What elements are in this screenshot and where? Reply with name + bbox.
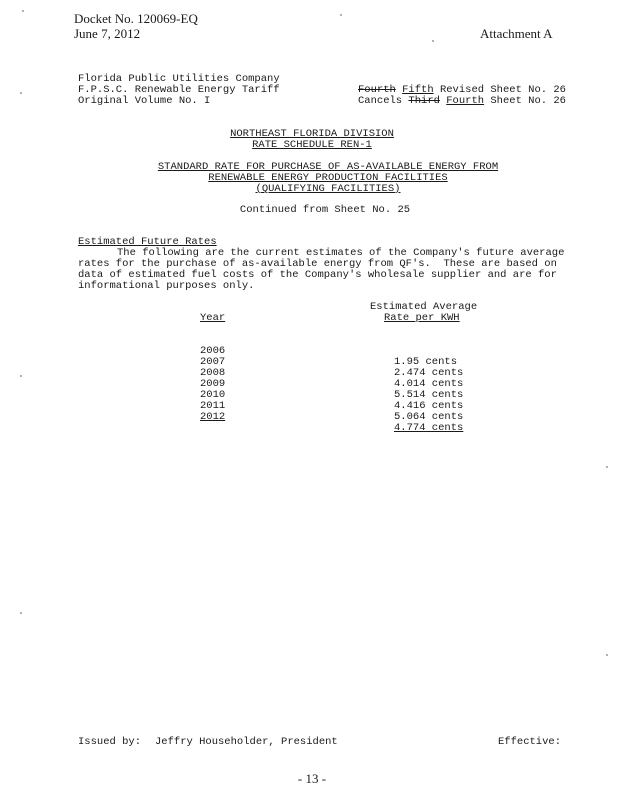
section-heading: Estimated Future Rates [78, 236, 217, 248]
rate-cell: 2.474 cents [394, 367, 464, 379]
year-cell: 2011 [200, 400, 226, 412]
standard-rate-title-line2: RENEWABLE ENERGY PRODUCTION FACILITIES [208, 172, 448, 184]
year-cell: 2007 [200, 356, 226, 368]
rate-column-header-line1: Estimated Average [370, 301, 478, 313]
standard-rate-title-line1: STANDARD RATE FOR PURCHASE OF AS-AVAILABLE ENERGY FROM [157, 161, 499, 173]
scan-speck [606, 654, 608, 656]
cancels-sheet-rest: Sheet No. 26 [490, 95, 566, 107]
cancels-label: Cancels [358, 95, 403, 107]
effective-label: Effective: [498, 736, 562, 748]
year-cell: 2012 [200, 411, 226, 423]
year-cell: 2008 [200, 367, 226, 379]
rate-schedule-title: RATE SCHEDULE REN-1 [252, 139, 372, 151]
paragraph-line-3: data of estimated fuel costs of the Company's wholesale supplier and are for [78, 269, 557, 281]
cancels-sheet-line [358, 96, 566, 107]
struck-cancels-word: Third [408, 95, 440, 107]
scan-speck [22, 10, 24, 12]
year-cell: 2006 [200, 345, 226, 357]
attachment-label: Attachment A [480, 26, 553, 41]
rate-cell: 4.416 cents [394, 400, 464, 412]
struck-sheet-word: Fourth [358, 84, 396, 96]
issued-by-name: Jeffry Householder, President [155, 736, 338, 748]
new-sheet-word: Fifth [402, 84, 434, 96]
company-name: Florida Public Utilities Company [78, 73, 280, 85]
scan-speck [20, 92, 22, 94]
rate-cell: 4.774 cents [394, 422, 464, 434]
docket-number: Docket No. 120069-EQ [74, 11, 198, 26]
division-title: NORTHEAST FLORIDA DIVISION [230, 128, 394, 140]
rate-cell: 4.014 cents [394, 378, 464, 390]
year-cell: 2010 [200, 389, 226, 401]
paragraph-line-2: rates for the purchase of as-available energy from QF's. These are based on [78, 258, 557, 270]
scan-speck [20, 612, 22, 614]
rate-cell: 5.064 cents [394, 411, 464, 423]
docket-date: June 7, 2012 [74, 26, 141, 41]
rate-cell: 5.514 cents [394, 389, 464, 401]
rate-cell: 1.95 cents [394, 356, 458, 368]
scan-speck [20, 375, 22, 377]
rate-column-header-line2: Rate per KWH [384, 312, 460, 324]
new-cancels-word: Fourth [446, 95, 485, 107]
scan-speck [606, 466, 608, 468]
year-cell: 2009 [200, 378, 226, 390]
tariff-name: F.P.S.C. Renewable Energy Tariff [78, 84, 280, 96]
year-column-header: Year [200, 312, 226, 324]
page-number: - 13 - [297, 771, 327, 786]
standard-rate-title-line3: (QUALIFYING FACILITIES) [255, 183, 401, 195]
continued-note: Continued from Sheet No. 25 [239, 204, 411, 216]
revised-sheet-rest: Revised Sheet No. 26 [439, 84, 566, 96]
scan-speck [432, 40, 434, 42]
paragraph-line-4: informational purposes only. [78, 280, 255, 292]
scan-speck [340, 14, 342, 16]
tariff-volume: Original Volume No. I [78, 95, 211, 107]
issued-by-label: Issued by: [78, 736, 142, 748]
paragraph-line-1: The following are the current estimates of the Company's future average [117, 247, 565, 259]
rate-table [200, 335, 470, 434]
